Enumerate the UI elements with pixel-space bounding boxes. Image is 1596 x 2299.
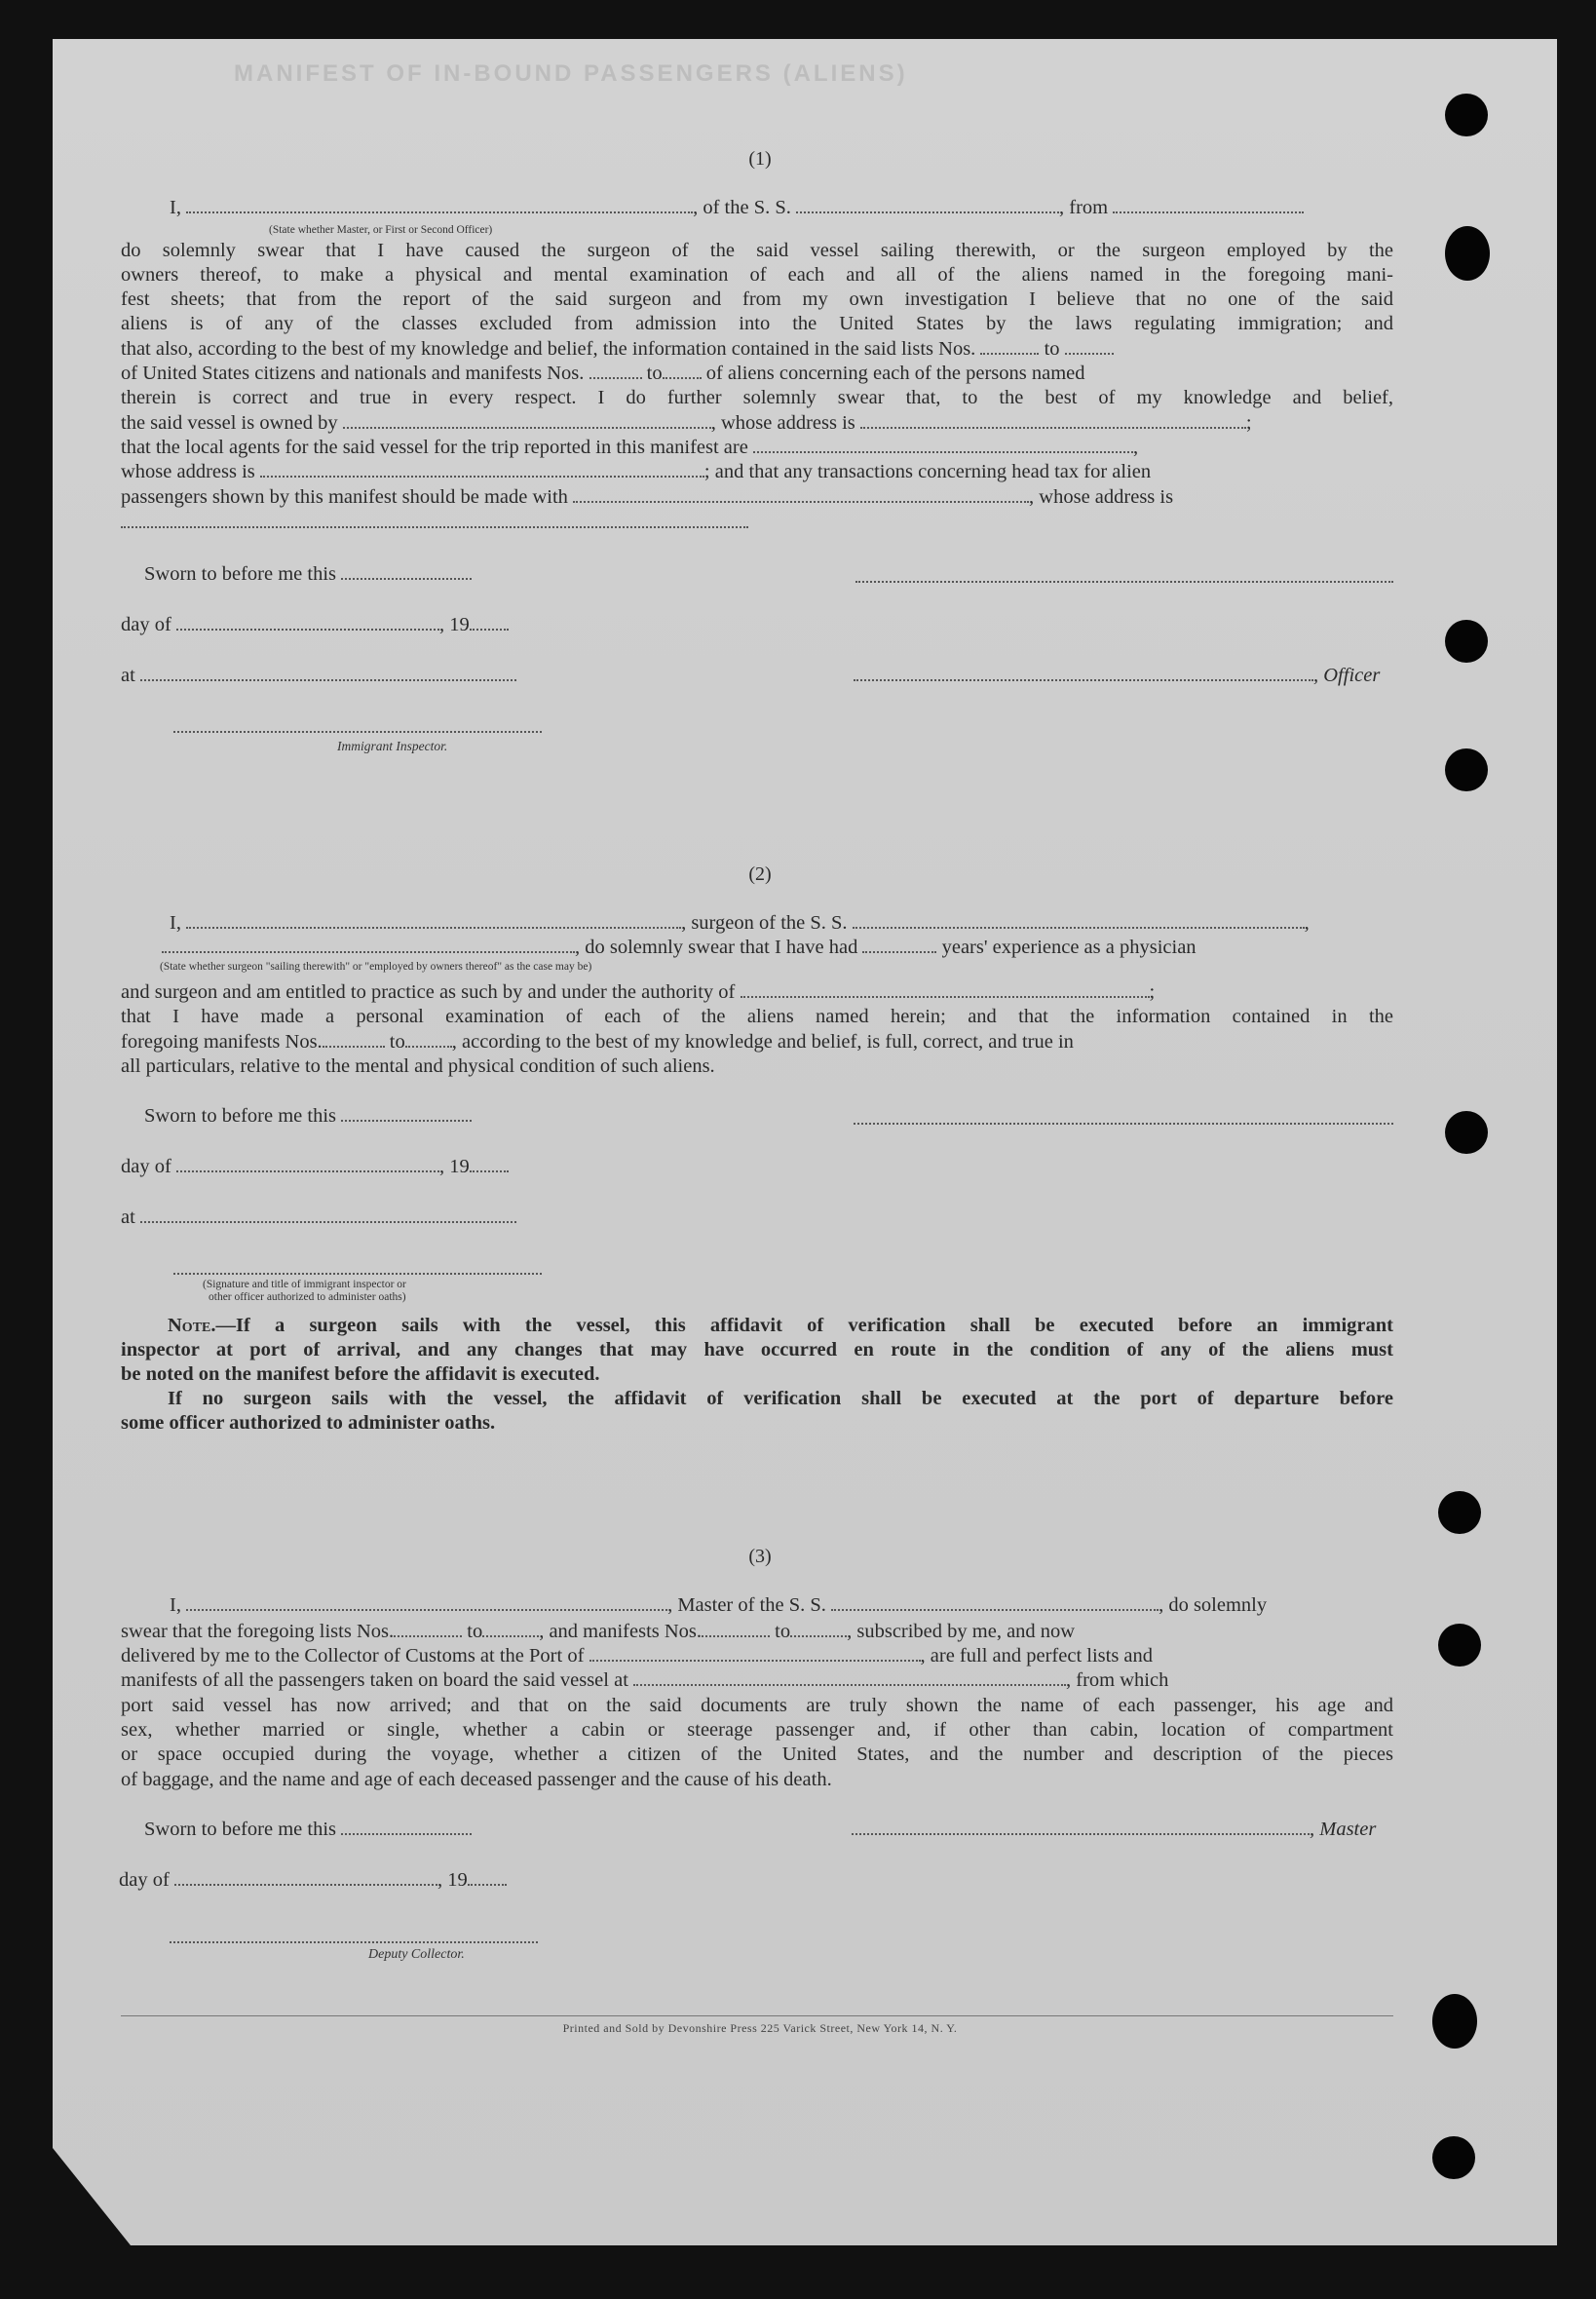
s1-para-line: fest sheets; that from the report of the said surgeon and from my own investigation I believe that no one of the said (121, 288, 1393, 310)
s2-day-of: day of , 19 (121, 1156, 509, 1178)
s1-address-line (121, 524, 748, 528)
s3-sworn: Sworn to before me this (144, 1819, 472, 1841)
s3-line-4: manifests of all the passengers taken on board the said vessel at , from which (121, 1669, 1169, 1691)
s3-collector-line (170, 1939, 538, 1943)
note-line-1: Note.—If a surgeon sails with the vessel, this affidavit of verification shall be executed before an immigrant (168, 1315, 1393, 1336)
s1-day-of: day of , 19 (121, 614, 509, 636)
section-2-number: (2) (748, 863, 772, 885)
s1-para-line: owners thereof, to make a physical and mental examination of each and all of the aliens named in the foregoing mani- (121, 264, 1393, 286)
printer-imprint: Printed and Sold by Devonshire Press 225 Varick Street, New York 14, N. Y. (562, 2021, 958, 2035)
s3-para-line: or space occupied during the voyage, whether a citizen of the United States, and the number and description of the pieces (121, 1743, 1393, 1765)
s3-line-1: I, , Master of the S. S. , do solemnly (170, 1594, 1268, 1616)
inspector-caption: Immigrant Inspector. (337, 739, 448, 753)
s1-at: at (121, 665, 516, 687)
s1-signature-line (855, 579, 1393, 583)
s1-para-line: do solemnly swear that I have caused the surgeon of the said vessel sailing therewith, or the surgeon employed by the (121, 240, 1393, 261)
note-line-3: be noted on the manifest before the affidavit is executed. (121, 1363, 600, 1385)
s2-sig-caption-1: (Signature and title of immigrant inspector or (203, 1279, 406, 1290)
bleed-through-title: MANIFEST OF IN-BOUND PASSENGERS (ALIENS) (234, 60, 908, 87)
s1-line-10: therein is correct and true in every respect. I do further solemnly swear that, to the best of my knowledge and belief, (121, 387, 1393, 408)
s1-line-1: I, , of the S. S. , from (170, 197, 1304, 219)
s2-line-1: I, , surgeon of the S. S. , (170, 912, 1310, 934)
punch-hole (1445, 1111, 1488, 1154)
s1-line-9: of United States citizens and nationals and manifests Nos. to of aliens concerning each of the persons named (121, 363, 1085, 384)
s2-line-2: , do solemnly swear that I have had years' experience as a physician (162, 937, 1197, 959)
footer-rule (121, 2015, 1393, 2016)
s1-inspector-line (173, 729, 542, 733)
note-line-4: If no surgeon sails with the vessel, the affidavit of verification shall be executed at the port of departure before (168, 1388, 1393, 1409)
punch-hole (1445, 620, 1488, 663)
s1-para-line: aliens is of any of the classes excluded from admission into the United States by the laws regulating immigration; and (121, 313, 1393, 334)
s3-line-8: of baggage, and the name and age of each deceased passenger and the cause of his death. (121, 1769, 832, 1790)
s3-master: , Master (852, 1819, 1376, 1841)
punch-hole (1432, 2136, 1475, 2179)
s2-sig-caption-2: other officer authorized to administer oaths) (209, 1291, 406, 1303)
officer-caption: (State whether Master, or First or Second Officer) (269, 224, 493, 236)
punch-hole (1438, 1491, 1481, 1534)
s1-line-8: that also, according to the best of my knowledge and belief, the information contained in the said lists Nos. to (121, 337, 1393, 362)
s1-line-12: that the local agents for the said vessel for the trip reported in this manifest are , (121, 437, 1139, 458)
s1-line-13: whose address is ; and that any transactions concerning head tax for alien (121, 461, 1152, 482)
s2-signature-line (854, 1121, 1393, 1125)
s1-sworn: Sworn to before me this (144, 563, 472, 586)
s2-sworn: Sworn to before me this (144, 1105, 472, 1128)
s2-line-4: that I have made a personal examination of each of the aliens named herein; and that the information contained in the (121, 1006, 1393, 1027)
section-3-number: (3) (748, 1546, 772, 1567)
s2-inspector-line (173, 1271, 542, 1275)
s1-line-11: the said vessel is owned by , whose address is ; (121, 412, 1252, 434)
note-line-5: some officer authorized to administer oaths. (121, 1412, 496, 1434)
s3-day-of: day of , 19 (119, 1869, 507, 1892)
punch-hole (1438, 1624, 1481, 1667)
punch-hole (1445, 748, 1488, 791)
deputy-caption: Deputy Collector. (368, 1947, 465, 1962)
s3-line-3: delivered by me to the Collector of Customs at the Port of , are full and perfect lists and (121, 1645, 1154, 1667)
note-line-2: inspector at port of arrival, and any changes that may have occurred en route in the condition of any of the aliens must (121, 1339, 1393, 1360)
surgeon-caption: (State whether surgeon "sailing therewith" or "employed by owners thereof" as the case may be) (160, 961, 592, 973)
note-block (121, 1314, 1393, 1436)
section-1-number: (1) (748, 148, 772, 170)
s2-line-3: and surgeon and am entitled to practice as such by and under the authority of ; (121, 981, 1156, 1003)
s1-officer: , Officer (854, 665, 1380, 687)
s2-line-5: foregoing manifests Nos. to , according to the best of my knowledge and belief, is full, correct, and true in (121, 1031, 1074, 1053)
s2-line-6: all particulars, relative to the mental and physical condition of such aliens. (121, 1055, 715, 1077)
punch-hole (1445, 226, 1490, 281)
s1-line-14: passengers shown by this manifest should be made with , whose address is (121, 486, 1174, 508)
s2-at: at (121, 1207, 516, 1229)
s3-para-line: port said vessel has now arrived; and that on the said documents are truly shown the name of each passenger, his age and (121, 1695, 1393, 1716)
s3-line-2: swear that the foregoing lists Nos. to , and manifests Nos. to , subscribed by me, and now (121, 1621, 1076, 1642)
s3-para-line: sex, whether married or single, whether a cabin or steerage passenger and, if other than cabin, location of compartment (121, 1719, 1393, 1741)
punch-hole (1445, 94, 1488, 136)
